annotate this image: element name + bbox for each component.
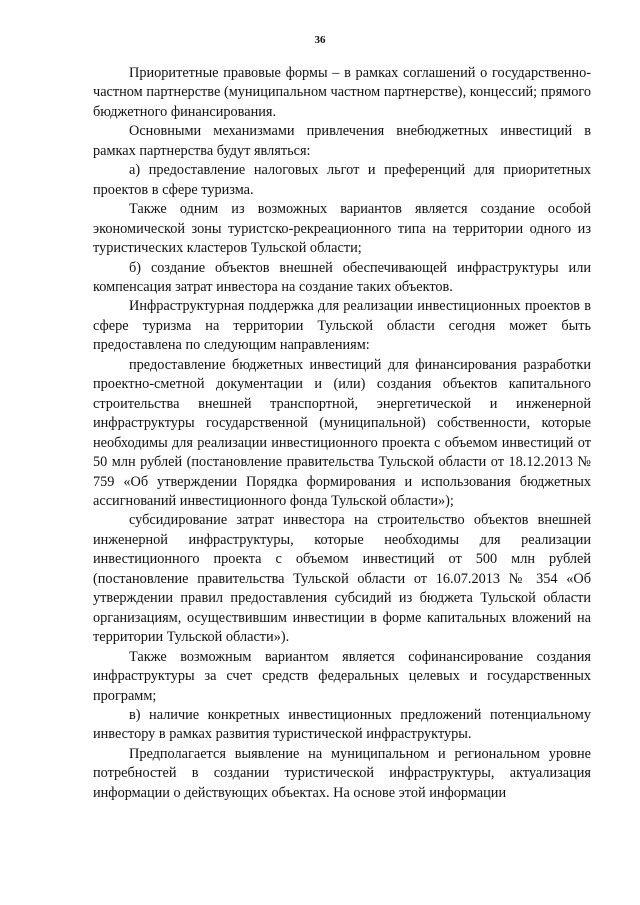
paragraph-budget-investments: предоставление бюджетных инвестиций для финансирования разработки проектно-сметной документации и (или) создания объектов капитального строительства внешней транспортной, энергетической и инженерной инфраструктуры государственной (муниципальной) собственности, которые необходимы для реализации инвестиционного проекта с объемом инвестиций от 50 млн рублей (постановление правительства Тульской области от 18.12.2013 № 759 «Об утверждении Порядка формирования и использования бюджетных ассигнований инвестиционного фонда Тульской области»); (93, 356, 591, 509)
paragraph-item-b: б) создание объектов внешней обеспечивающей инфраструктуры или компенсация затрат инвестора на создание таких объектов. (93, 259, 591, 295)
paragraph-infrastructure-support: Инфраструктурная поддержка для реализации инвестиционных проектов в сфере туризма на территории Тульской области сегодня может быть предоставлена по следующим направлениям: (93, 298, 591, 354)
paragraph-mechanisms: Основными механизмами привлечения внебюджетных инвестиций в рамках партнерства будут являться: (93, 123, 591, 159)
page-number: 36 (314, 34, 326, 46)
paragraph-item-a: а) предоставление налоговых льгот и преференций для приоритетных проектов в сфере туризма. (93, 162, 591, 198)
paragraph-legal-forms: Приоритетные правовые формы – в рамках соглашений о государственно-частном партнерстве (муниципальном частном партнерстве), концессий; прямого бюджетного финансирования. (93, 65, 591, 120)
body-text (93, 64, 591, 803)
paragraph-subsidies: субсидирование затрат инвестора на строительство объектов внешней инженерной инфраструктуры, которые необходимы для реализации инвестиционного проекта с объемом инвестиций от 500 млн рублей (постановление правительства Тульской области от 16.07.2013 № 354 «Об утверждении правил предоставления субсидий из бюджета Тульской области организациям, осуществившим инвестиции в форме капитальных вложений на территории Тульской области»). (93, 512, 591, 646)
paragraph-cofinancing: Также возможным вариантом является софинансирование создания инфраструктуры за счет средств федеральных целевых и государственных программ; (93, 648, 591, 704)
paragraph-needs-identification: Предполагается выявление на муниципальном и региональном уровне потребностей в создании туристической инфраструктуры, актуализация информации о действующих объектах. На основе этой информации (93, 745, 591, 801)
paragraph-item-c: в) наличие конкретных инвестиционных предложений потенциальному инвестору в рамках развития туристической инфраструктуры. (93, 706, 591, 743)
paragraph-special-zone: Также одним из возможных вариантов является создание особой экономической зоны туристско-рекреационного типа на территории одного из туристических кластеров Тульской области; (93, 201, 591, 257)
